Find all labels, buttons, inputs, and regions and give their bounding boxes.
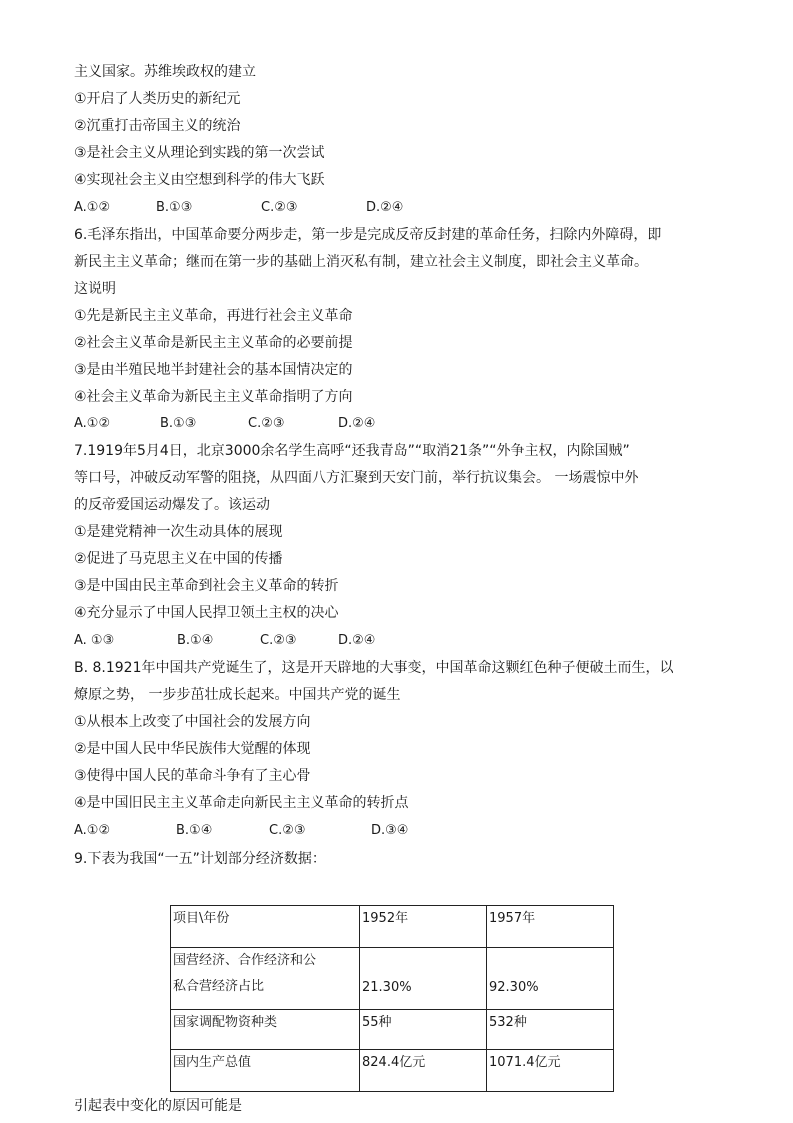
- option-a: A.①②: [74, 823, 111, 838]
- option-c: C.②③: [260, 633, 297, 648]
- question-9-stem: 9.下表为我国“一五”计划部分经济数据：: [74, 851, 326, 867]
- option-a: A.①②: [74, 416, 111, 431]
- question-9-prompt: 引起表中变化的原因可能是: [74, 1098, 242, 1114]
- question-8-stem: B. 8.1921年中国共产党诞生了，这是开天辟地的大事变，中国革命这颗红色种子便破土而生，以: [74, 660, 674, 676]
- question-6-stem: 这说明: [74, 281, 116, 297]
- option-b: B.①③: [156, 200, 193, 215]
- table-cell: 21.30%: [360, 948, 487, 1010]
- question-7-stem: 的反帝爱国运动爆发了。该运动: [74, 497, 270, 513]
- text-line: ①从根本上改变了中国社会的发展方向: [74, 714, 311, 730]
- table-row: [171, 1010, 614, 1050]
- table-cell: 824.4亿元: [360, 1050, 487, 1092]
- text-line: ②是中国人民中华民族伟大觉醒的体现: [74, 741, 311, 757]
- table-cell: 55种: [360, 1010, 487, 1050]
- option-d: D.③④: [371, 823, 409, 838]
- table-header-cell: 项目\年份: [171, 906, 360, 948]
- table-row: [171, 948, 614, 1010]
- option-a: A.①②: [74, 200, 111, 215]
- table-cell: 国内生产总值: [171, 1050, 360, 1092]
- table-header-cell: 1952年: [360, 906, 487, 948]
- option-a: A. ①③: [74, 633, 115, 648]
- option-d: D.②④: [338, 633, 376, 648]
- option-b: B.①④: [176, 823, 213, 838]
- question-6-stem: 新民主主义革命；继而在第一步的基础上消灭私有制，建立社会主义制度，即社会主义革命。: [74, 254, 648, 270]
- text-line: ④实现社会主义由空想到科学的伟大飞跃: [74, 172, 325, 188]
- question-8-stem: 燎原之势， 一步步茁壮成长起来。中国共产党的诞生: [74, 687, 401, 703]
- text-line: ④社会主义革命为新民主主义革命指明了方向: [74, 389, 353, 405]
- table-cell: 532种: [487, 1010, 614, 1050]
- economic-data-table: [170, 905, 614, 1092]
- text-line: ③是中国由民主革命到社会主义革命的转折: [74, 578, 339, 594]
- text-line: ②沉重打击帝国主义的统治: [74, 118, 241, 134]
- option-c: C.②③: [269, 823, 306, 838]
- table-header-cell: 1957年: [487, 906, 614, 948]
- text-line: ①开启了人类历史的新纪元: [74, 91, 241, 107]
- text-line: ③是由半殖民地半封建社会的基本国情决定的: [74, 362, 353, 378]
- text-line: ④是中国旧民主主义革命走向新民主主义革命的转折点: [74, 795, 409, 811]
- text-line: ②社会主义革命是新民主主义革命的必要前提: [74, 335, 353, 351]
- text-line: 主义国家。苏维埃政权的建立: [74, 64, 256, 80]
- option-d: D.②④: [338, 416, 376, 431]
- text-line: ③是社会主义从理论到实践的第一次尝试: [74, 145, 325, 161]
- question-7-stem: 7.1919年5月4日，北京3000余名学生高呼“还我青岛”“取消21条”“外争主权，内除国贼”: [74, 443, 630, 459]
- option-d: D.②④: [366, 200, 404, 215]
- table-row: [171, 1050, 614, 1092]
- text-line: ④充分显示了中国人民捍卫领土主权的决心: [74, 605, 339, 621]
- table-cell: 1071.4亿元: [487, 1050, 614, 1092]
- text-line: ③使得中国人民的革命斗争有了主心骨: [74, 768, 311, 784]
- text-line: ①是建党精神一次生动具体的展现: [74, 524, 283, 540]
- option-c: C.②③: [261, 200, 298, 215]
- table-header-row: [171, 906, 614, 948]
- text-line: ②促进了马克思主义在中国的传播: [74, 551, 283, 567]
- table-cell: 92.30%: [487, 948, 614, 1010]
- option-b: B.①③: [160, 416, 197, 431]
- table-cell: 国营经济、合作经济和公 私合营经济占比: [171, 948, 360, 1010]
- question-6-stem: 6.毛泽东指出，中国革命要分两步走，第一步是完成反帝反封建的革命任务，扫除内外障碍，即: [74, 227, 662, 243]
- question-7-stem: 等口号，冲破反动军警的阻挠，从四面八方汇聚到天安门前，举行抗议集会。 一场震惊中外: [74, 470, 639, 486]
- option-b: B.①④: [177, 633, 214, 648]
- text-line: ①先是新民主主义革命，再进行社会主义革命: [74, 308, 353, 324]
- option-c: C.②③: [248, 416, 285, 431]
- table-cell: 国家调配物资种类: [171, 1010, 360, 1050]
